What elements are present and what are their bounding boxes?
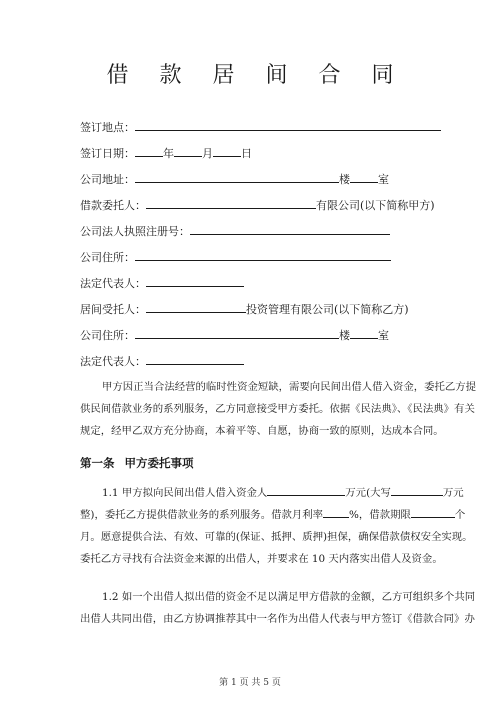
page-footer: 第 1 页 共 5 页 — [219, 678, 281, 688]
sign-place-field — [80, 118, 441, 134]
intro-line: 供民间借款业务的系列服务，乙方同意接受甲方委托。依据《民法典》、《民法典》有关 — [80, 403, 475, 415]
legal-rep-field — [80, 274, 244, 290]
clause-line: 出借人共同出借，由乙方协调推荐其中一名作为出借人代表与甲方签订《借款合同》办 — [80, 613, 475, 625]
borrower-principal-suffix: 有限公司(以下简称甲方) — [316, 199, 435, 212]
room-blank — [350, 170, 378, 183]
clause-1-1-text: %，借款期限 — [349, 509, 411, 521]
month-blank — [174, 144, 202, 157]
loan-term-blank — [411, 505, 455, 518]
legal-rep-label-2: 法定代表人： — [80, 355, 146, 368]
clause-1-1 — [80, 482, 473, 570]
clause-line: 委托乙方寻找有合法资金来源的出借人，并要求在 10 天内落实出借人及资金。 — [80, 553, 443, 565]
company-residence-blank-2 — [135, 326, 339, 339]
article-1-number: 第一条 — [80, 456, 115, 470]
company-address-field — [80, 170, 389, 186]
interest-rate-blank — [323, 505, 349, 518]
amount-blank — [267, 483, 345, 496]
clause-line — [80, 482, 464, 504]
borrower-principal-field — [80, 196, 435, 212]
legal-reg-label: 公司法人执照注册号： — [80, 225, 190, 238]
article-1-title: 甲方委托事项 — [124, 456, 194, 470]
sign-date-field — [80, 144, 252, 160]
company-address-blank — [135, 170, 339, 183]
clause-line: 1.2 如一个出借人拟出借的资金不足以满足甲方借款的金额，乙方可组织多个共同 — [102, 591, 476, 603]
legal-reg-blank — [190, 222, 390, 235]
clause-1-1-text: 个 — [454, 509, 466, 521]
clause-1-1-text: 1.1 甲方拟向民间出借人借入资金人 — [102, 487, 268, 499]
legal-rep-blank-2 — [146, 352, 244, 365]
legal-rep-label: 法定代表人： — [80, 277, 146, 290]
clause-1-1-text: 万元 — [442, 487, 464, 499]
document-title: 借 款 居 间 合 同 — [106, 63, 406, 88]
sign-date-label: 签订日期： — [80, 147, 135, 160]
clause-line: 月。愿意提供合法、有效、可靠的(保证、抵押、质押)担保，确保借款债权安全实现。 — [80, 531, 473, 543]
intro-line: 规定，经甲乙双方充分协商，本着平等、自愿，协商一致的原则，达成本合同。 — [80, 425, 444, 437]
borrower-principal-label: 借款委托人： — [80, 199, 146, 212]
company-residence-field — [80, 248, 391, 264]
company-residence-label-2: 公司住所： — [80, 329, 135, 342]
borrower-principal-blank — [146, 196, 316, 209]
sign-place-blank — [135, 118, 441, 131]
article-1-heading — [80, 455, 194, 471]
room-text: 室 — [378, 173, 389, 186]
intermediary-field — [80, 300, 409, 316]
room-text-2: 室 — [378, 329, 389, 342]
intro-line: 甲方因正当合法经营的临时性资金短缺，需要向民间出借人借入资金，委托乙方提 — [102, 381, 477, 393]
intermediary-label: 居间受托人： — [80, 303, 146, 316]
legal-rep-field-2 — [80, 352, 244, 368]
company-address-label: 公司地址： — [80, 173, 135, 186]
clause-1-1-text: 整)，委托乙方提供借款业务的系列服务。借款月利率 — [80, 509, 324, 521]
intro-paragraph — [80, 376, 477, 442]
year-text: 年 — [163, 147, 174, 160]
clause-1-1-text: 万元(大写 — [345, 487, 391, 499]
room-blank-2 — [350, 326, 378, 339]
intermediary-suffix: 投资管理有限公司(以下简称乙方) — [246, 303, 409, 316]
company-residence-blank — [135, 248, 391, 261]
clause-line — [80, 504, 466, 526]
clause-1-2 — [80, 586, 476, 630]
legal-reg-field — [80, 222, 390, 238]
legal-rep-blank — [146, 274, 244, 287]
company-residence-label: 公司住所： — [80, 251, 135, 264]
day-blank — [213, 144, 241, 157]
floor-text: 楼 — [339, 173, 350, 186]
day-text: 日 — [241, 147, 252, 160]
company-residence-field-2 — [80, 326, 389, 342]
month-text: 月 — [202, 147, 213, 160]
intermediary-blank — [146, 300, 246, 313]
floor-text-2: 楼 — [339, 329, 350, 342]
amount-uppercase-blank — [391, 483, 443, 496]
sign-place-label: 签订地点： — [80, 121, 135, 134]
year-blank — [135, 144, 163, 157]
